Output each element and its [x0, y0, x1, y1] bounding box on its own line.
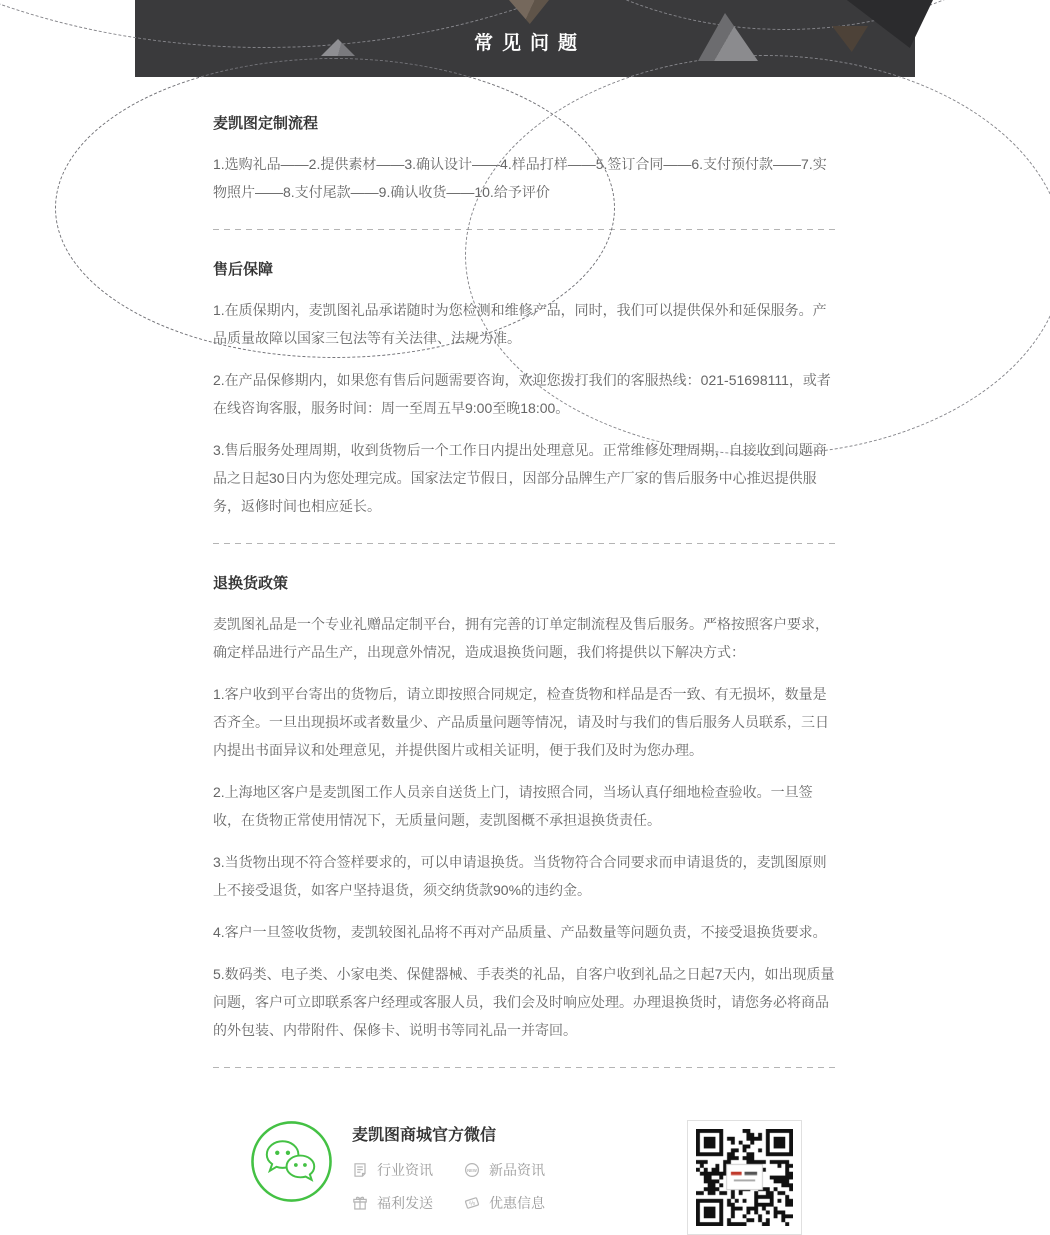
- coupon-icon: [464, 1195, 480, 1211]
- section-paragraph: 4.客户一旦签收货物，麦凯较图礼品将不再对产品质量、产品数量等问题负责，不接受退换货要求。: [213, 924, 827, 940]
- wechat-account-title: 麦凯图商城官方微信: [352, 1127, 497, 1144]
- dashed-divider: [213, 543, 837, 544]
- wechat-footer: [135, 1096, 915, 1235]
- news-icon: [352, 1162, 368, 1178]
- wechat-icon: [250, 1120, 333, 1203]
- section-paragraph: 1.客户收到平台寄出的货物后，请立即按照合同规定，检查货物和样品是否一致、有无损坏，数量是否齐全。一旦出现损坏或者数量少、产品质量问题等情况，请及时与我们的售后服务人员联系，三日内提出书面异议和处理意见，并提供图片或相关证明，便于我们及时为您办理。: [213, 686, 829, 758]
- wechat-feature-grid: [352, 1160, 545, 1213]
- feature-industry-news: [352, 1160, 464, 1180]
- feature-discounts: [464, 1193, 545, 1213]
- feature-label: 行业资讯: [377, 1162, 433, 1178]
- qr-code-canvas: [696, 1129, 793, 1226]
- section-paragraph: 2.上海地区客户是麦凯图工作人员亲自送货上门，请按照合同，当场认真仔细地检查验收。一旦签收，在货物正常使用情况下，无质量问题，麦凯图概不承担退换货责任。: [213, 784, 813, 828]
- section-paragraph: 5.数码类、电子类、小家电类、保健器械、手表类的礼品，自客户收到礼品之日起7天内，如出现质量问题，客户可立即联系客户经理或客服人员，我们会及时响应处理。办理退换货时，请您务必将商品的外包装、内带附件、保修卡、说明书等同礼品一并寄回。: [213, 966, 835, 1038]
- section-title: 售后保障: [213, 261, 274, 278]
- page-title: 常见问题: [473, 33, 586, 54]
- faq-page: [135, 0, 915, 1211]
- wechat-block: [250, 1120, 545, 1213]
- section-paragraph: 1.选购礼品——2.提供素材——3.确认设计——4.样品打样——5.签订合同——6.支付预付款——7.实物照片——8.支付尾款——9.确认收货——10.给予评价: [213, 156, 827, 200]
- feature-new-products: [464, 1160, 545, 1180]
- section-paragraph: 3.当货物出现不符合签样要求的，可以申请退换货。当货物符合合同要求而申请退货的，麦凯图原则上不接受退货，如客户坚持退货，须交纳货款90%的违约金。: [213, 854, 827, 898]
- feature-label: 优惠信息: [489, 1195, 545, 1211]
- dashed-arc-decoration: [55, 58, 615, 358]
- section-title: 退换货政策: [213, 575, 289, 592]
- section-paragraph: 1.在质保期内，麦凯图礼品承诺随时为您检测和维修产品，同时，我们可以提供保外和延保服务。产品质量故障以国家三包法等有关法律、法规为准。: [213, 302, 827, 346]
- feature-benefits: [352, 1193, 464, 1213]
- feature-label: 新品资讯: [489, 1162, 545, 1178]
- section-return-policy: [213, 572, 837, 1044]
- dashed-divider: [213, 1067, 837, 1068]
- svg-text:NEW: NEW: [467, 1167, 477, 1173]
- feature-label: 福利发送: [377, 1195, 433, 1211]
- page-header: [135, 0, 915, 77]
- section-title: 麦凯图定制流程: [213, 115, 319, 132]
- wechat-info: [352, 1120, 545, 1213]
- section-paragraph: 麦凯图礼品是一个专业礼赠品定制平台，拥有完善的订单定制流程及售后服务。严格按照客户要求，确定样品进行产品生产，出现意外情况，造成退换货问题，我们将提供以下解决方式：: [213, 616, 829, 660]
- gift-icon: [352, 1195, 368, 1211]
- svg-text:%: %: [468, 1199, 477, 1209]
- new-badge-icon: [464, 1162, 480, 1178]
- wechat-qr-code: [687, 1120, 802, 1235]
- section-paragraph: 2.在产品保修期内，如果您有售后问题需要咨询，欢迎您拨打我们的客服热线：021-51698111，或者在线咨询客服，服务时间：周一至周五早9:00至晚18:00。: [213, 372, 831, 416]
- section-paragraph: 3.售后服务处理周期，收到货物后一个工作日内提出处理意见。正常维修处理周期，自接收到问题商品之日起30日内为您处理完成。国家法定节假日，因部分品牌生产厂家的售后服务中心推迟提供服务，返修时间也相应延长。: [213, 442, 827, 514]
